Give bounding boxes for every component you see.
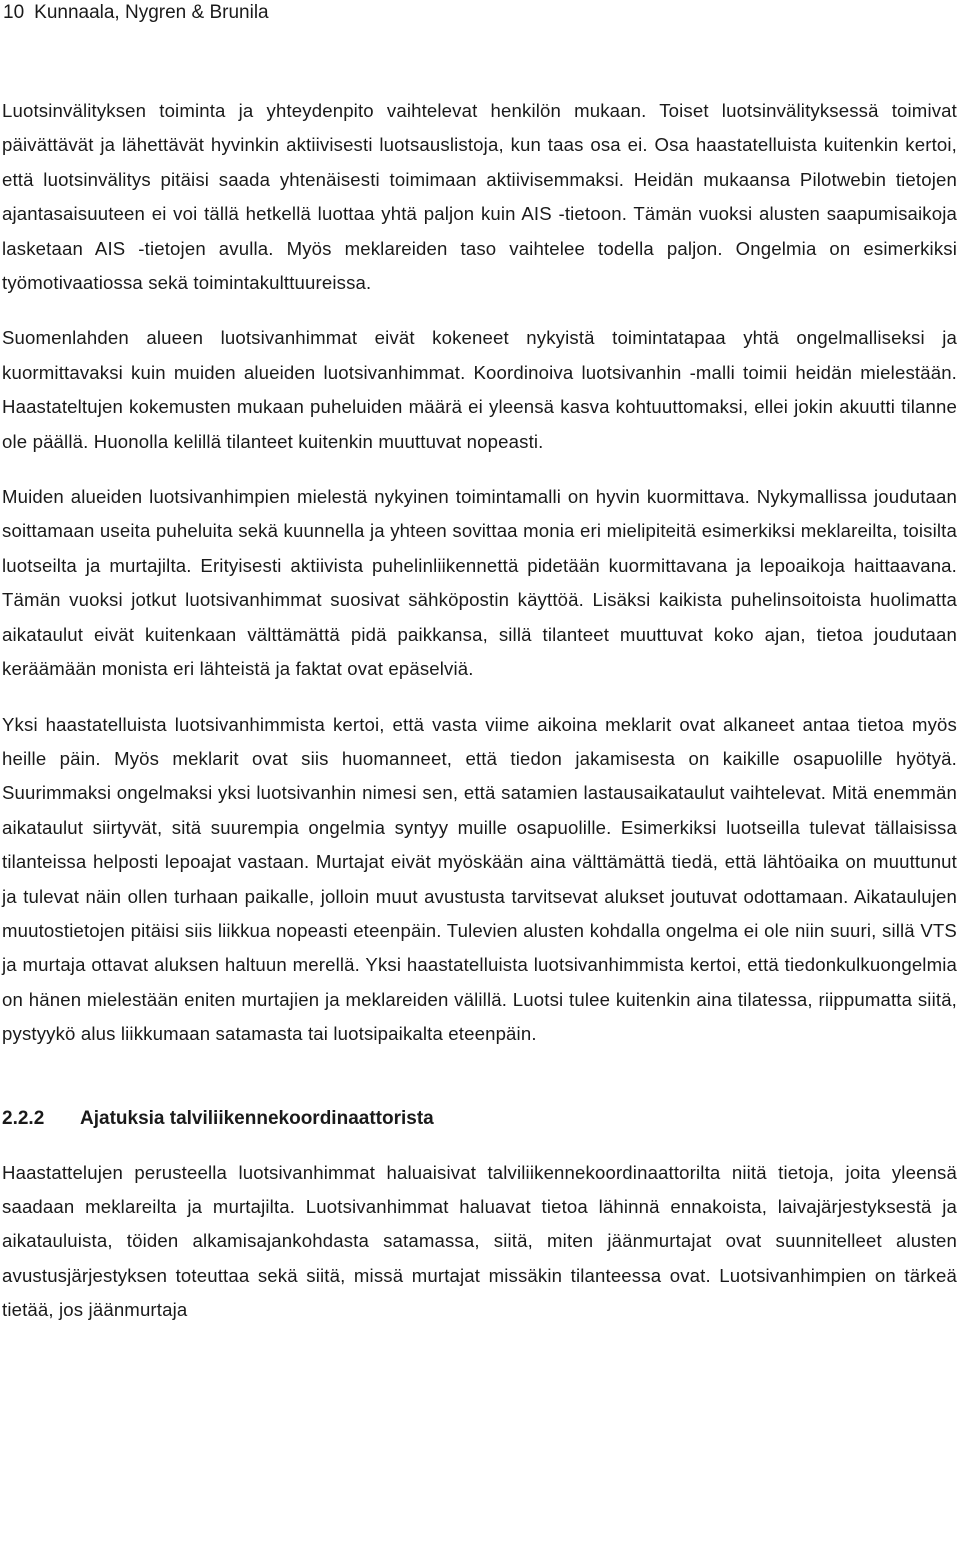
paragraph: Suomenlahden alueen luotsivanhimmat eivät kokeneet nykyistä toimintatapaa yhtä ongelmalliseksi ja kuormittavaksi kuin muiden alueiden luotsivanhimmat. Koordinoiva luotsivanhin -malli toimii heidän mielestään. Haastateltujen kokemusten mukaan puheluiden määrä ei yleensä kasva kohtuuttomaksi, ellei jokin akuutti tilanne ole päällä. Huonolla kelillä tilanteet kuitenkin muuttuvat nopeasti. [2,327,957,452]
running-header [3,0,269,26]
paragraph: Muiden alueiden luotsivanhimpien mielestä nykyinen toimintamalli on hyvin kuormittava. Nykymallissa joudutaan soittamaan useita puheluita sekä kuunnella ja yhteen sovittaa monia eri mielipiteitä esimerkiksi meklareilta, toisilta luotseilta ja murtajilta. Erityisesti aktiivista puhelinliikennettä pidetään kuormittavana ja lepoaikoja haittaavana. Tämän vuoksi jotkut luotsivanhimmat suosivat sähköpostin käyttöä. Lisäksi kaikista puhelinsoitoista huolimatta aikataulut eivät kuitenkaan välttämättä pidä paikkansa, sillä tilanteet muuttuvat koko ajan, tietoa joudutaan keräämään monista eri lähteistä ja faktat ovat epäselviä. [2,486,957,680]
section-title: Ajatuksia talviliikennekoordinaattorista [80,1107,434,1129]
paragraph: Yksi haastatelluista luotsivanhimmista kertoi, että vasta viime aikoina meklarit ovat alkaneet antaa tietoa myös heille päin. Myös meklarit ovat siis huomanneet, että tiedon jakamisesta on kaikille osapuolille hyötyä. Suurimmaksi ongelmaksi yksi luotsivanhin nimesi sen, että satamien lastausaikataulut vaihtelevat. Mitä enemmän aikataulut siirtyvät, sitä suurempia ongelmia syntyy muille osapuolille. Esimerkiksi luotseilla tulevat tällaisissa tilanteissa helposti lepoajat vastaan. Murtajat eivät myöskään aina välttämättä tiedä, että lähtöaika on muuttunut ja tulevat näin ollen turhaan paikalle, jolloin muut avustusta tarvitsevat alukset joutuvat odottamaan. Aikataulujen muutostietojen pitäisi siis liikkua nopeasti eteenpäin. Tulevien alusten kohdalla ongelma ei ole niin suuri, sillä VTS ja murtaja ottavat aluksen haltuun merellä. Yksi haastatelluista luotsivanhimmista kertoi, että tiedonkulkuongelmia on hänen mielestään eniten murtajien ja meklareiden välillä. Luotsi tulee kuitenkin aina tilatessa, riippumatta siitä, pystyykö alus liikkumaan satamasta tai luotsipaikalta eteenpäin. [2,713,957,1045]
running-header-authors: Kunnaala, Nygren & Brunila [34,2,269,23]
body-text [2,94,957,1349]
paragraph: Luotsinvälityksen toiminta ja yhteydenpito vaihtelevat henkilön mukaan. Toiset luotsinvälityksessä toimivat päivättävät ja lähettävät hyvinkin aktiivisesti luotsauslistoja, kun taas osa ei. Osa haastatelluista kuitenkin kertoi, että luotsinvälitys pitäisi saada yhtenäisesti toimimaan aktiivisemmaksi. Heidän mukaansa Pilotwebin tietojen ajantasaisuuteen ei voi tällä hetkellä luottaa yhtä paljon kuin AIS -tietoon. Tämän vuoksi alusten saapumisaikoja lasketaan AIS -tietojen avulla. Myös meklareiden taso vaihtelee todella paljon. Ongelmia on esimerkiksi työmotivaatiossa sekä toimintakulttuureissa. [2,100,957,294]
section-heading [2,1104,957,1134]
page-number: 10 [3,2,25,23]
paragraph: Haastattelujen perusteella luotsivanhimmat haluaisivat talviliikennekoordinaattorilta niitä tietoja, joita yleensä saadaan meklareilta ja murtajilta. Luotsivanhimmat haluavat tietoa lähinnä ennakoista, laivajärjestyksestä ja aikatauluista, töiden alkamisajankohdasta satamassa, siitä, miten jäänmurtajat ovat suunnitelleet alusten avustusjärjestyksen toteuttaa sekä siitä, missä murtajat missäkin tilanteessa ovat. Luotsivanhimpien on tärkeä tietää, jos jäänmurtaja [2,1161,957,1321]
section-number: 2.2.2 [2,1107,45,1129]
